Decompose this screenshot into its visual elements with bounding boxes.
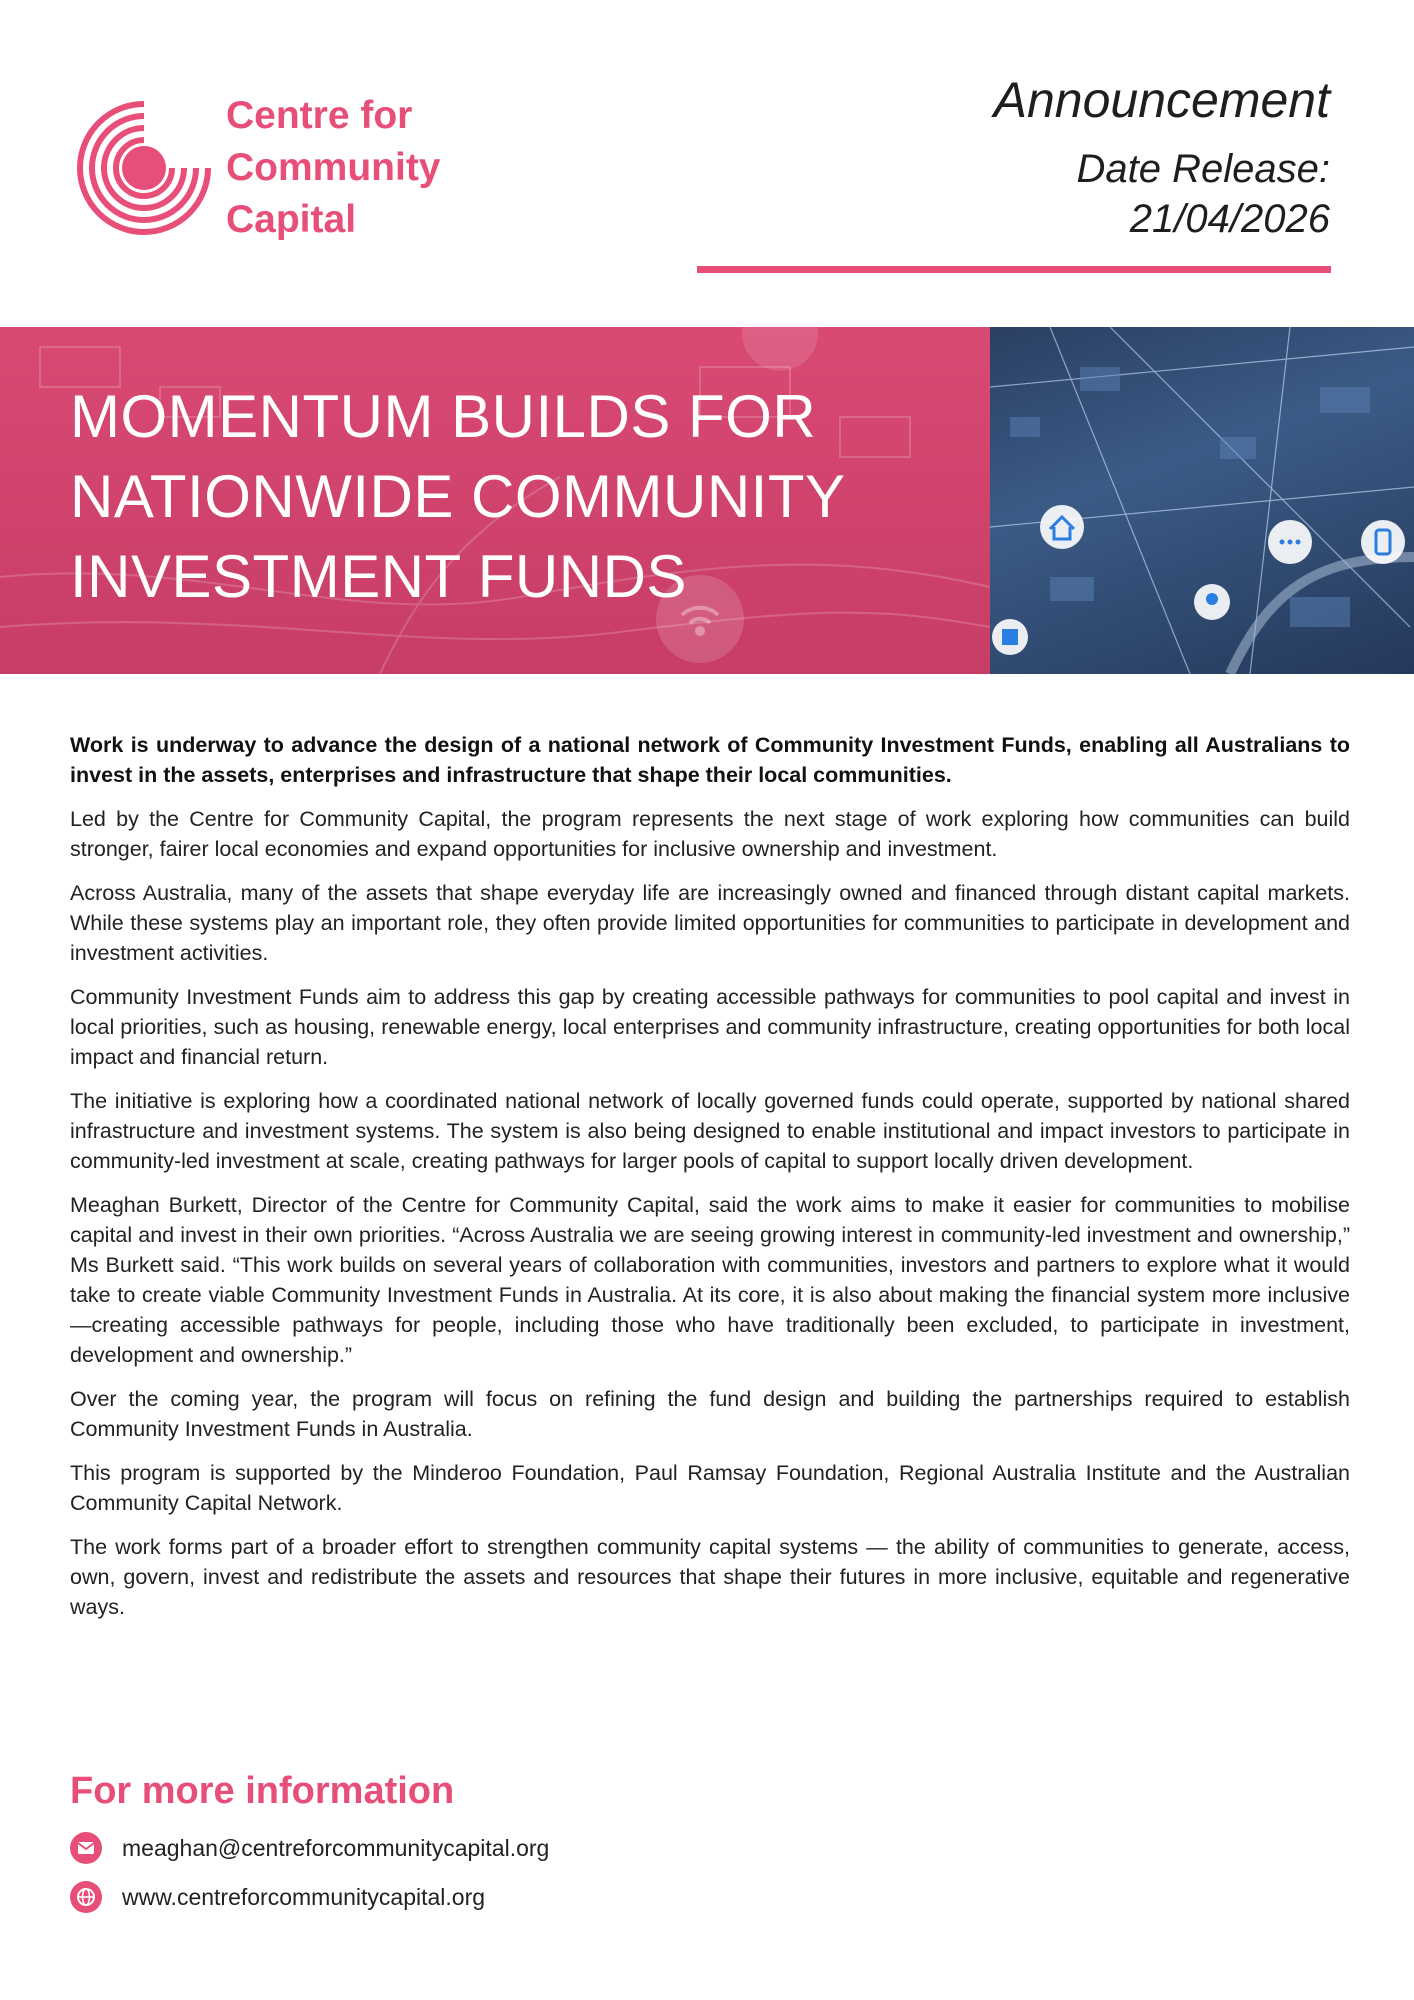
contact-heading: For more information	[70, 1770, 455, 1812]
banner-smart-city-image	[990, 327, 1414, 674]
headline-line1: MOMENTUM BUILDS FOR	[70, 383, 817, 450]
hero-banner	[0, 327, 1414, 674]
release-date	[994, 144, 1330, 244]
org-logo	[66, 90, 496, 250]
contact-email-link[interactable]: meaghan@centreforcommunitycapital.org	[122, 1834, 550, 1861]
paragraph: Over the coming year, the program will focus on refining the fund design and building the partnerships required to establish Community Investment Funds in Australia.	[70, 1387, 1350, 1441]
paragraph: Led by the Centre for Community Capital, the program represents the next stage of work exploring how communities can build stronger, fairer local economies and expand opportunities for inclusive ownership and investment.	[70, 807, 1350, 861]
banner-city-overlay	[0, 327, 990, 674]
contact-website[interactable]	[70, 1879, 485, 1915]
location-pin-icon	[1194, 584, 1230, 620]
paragraph: This program is supported by the Minderoo Foundation, Paul Ramsay Foundation, Regional Australia Institute and the Australian Community Capital Network.	[70, 1461, 1350, 1515]
globe-icon	[70, 1881, 102, 1913]
org-name	[226, 90, 526, 246]
lead-paragraph: Work is underway to advance the design of a national network of Community Investment Funds, enabling all Australians to invest in the assets, enterprises and infrastructure that shape their local communities.	[70, 733, 1350, 787]
announcement-title: Announcement	[993, 72, 1330, 128]
headline-line2: NATIONWIDE COMMUNITY	[70, 463, 846, 530]
release-date-value: 21/04/2026	[1129, 197, 1330, 241]
header-divider	[697, 266, 1331, 273]
release-date-label: Date Release:	[1076, 147, 1330, 191]
home-icon	[1040, 505, 1084, 549]
mail-icon	[70, 1832, 102, 1864]
paragraph: Community Investment Funds aim to address this gap by creating accessible pathways for communities to pool capital and invest in local priorities, such as housing, renewable energy, local enterprises and community infrastructure, creating opportunities for both local impact and financial return.	[70, 985, 1350, 1069]
contact-email[interactable]	[70, 1830, 549, 1866]
headline	[70, 377, 970, 617]
paragraph: Meaghan Burkett, Director of the Centre for Community Capital, said the work aims to make it easier for communities to mobilise capital and invest in their own priorities. “Across Australia we are seeing growing interest in community-led investment and ownership,” Ms Burkett said. “This work builds on several years of collaboration with communities, investors and partners to explore what it would take to create viable Community Investment Funds in Australia. At its core, it is also about making the financial system more inclusive—creating accessible pathways for people, including those who have traditionally been excluded, to participate in investment, development and ownership.”	[70, 1193, 1350, 1367]
org-name-line1: Centre for	[226, 94, 413, 137]
org-name-line2: Community	[226, 146, 441, 189]
paragraph: Across Australia, many of the assets that shape everyday life are increasingly owned and financed through distant capital markets. While these systems play an important role, they often provide limited opportunities for communities to participate in development and investment activities.	[70, 881, 1350, 965]
contact-website-link[interactable]: www.centreforcommunitycapital.org	[122, 1883, 486, 1910]
building-icon	[992, 619, 1028, 655]
paragraph: The work forms part of a broader effort to strengthen community capital systems — the ability of communities to generate, access, own, govern, invest and redistribute the assets and resources that shape their futures in more inclusive, equitable and regenerative ways.	[70, 1535, 1350, 1619]
chat-icon	[1268, 520, 1312, 564]
logo-mark-icon	[66, 90, 216, 250]
org-name-line3: Capital	[226, 198, 357, 241]
headline-line3: INVESTMENT FUNDS	[70, 543, 687, 610]
article-body	[70, 730, 1350, 1636]
phone-icon	[1361, 520, 1405, 564]
announcement-header	[994, 68, 1330, 244]
paragraph: The initiative is exploring how a coordinated national network of locally governed funds could operate, supported by national shared infrastructure and investment systems. The system is also being designed to enable institutional and impact investors to participate in community-led investment at scale, creating pathways for larger pools of capital to support locally driven development.	[70, 1089, 1350, 1173]
